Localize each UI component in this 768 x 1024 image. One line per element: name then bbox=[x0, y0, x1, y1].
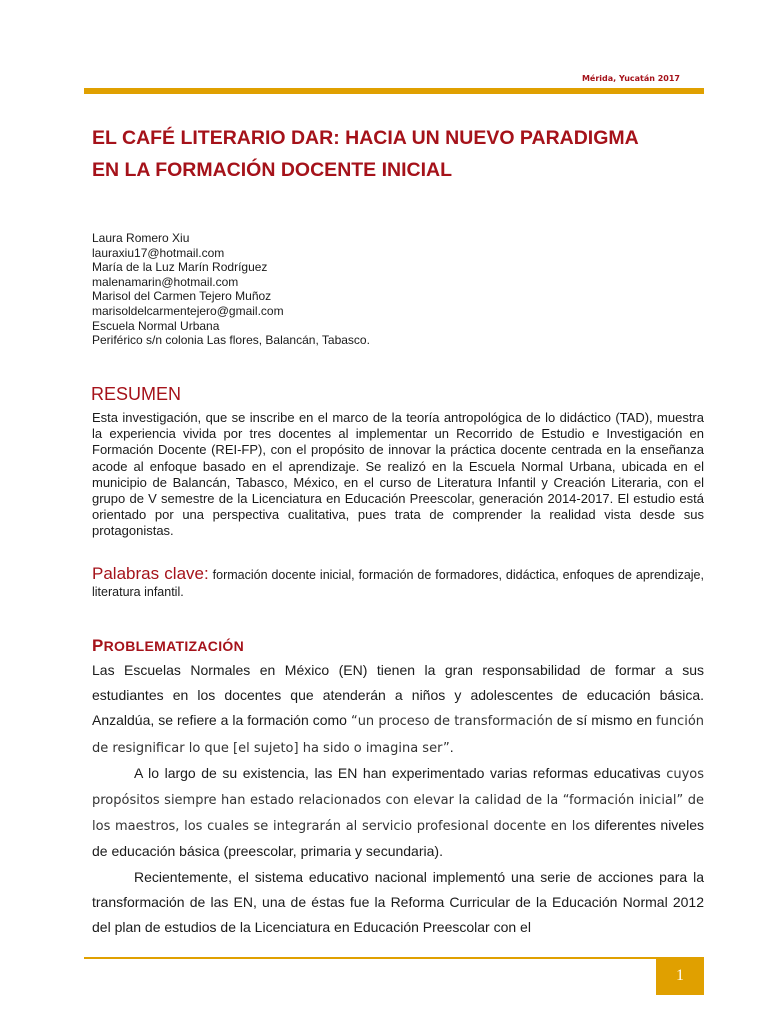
body-text bbox=[92, 658, 704, 940]
paragraph-3: Recientemente, el sistema educativo nacional implementó una serie de acciones para la transformación de las EN, una de éstas fue la Reforma Curricular de la Educación Normal 2012 del plan de estudios de la Licenciatura en Educación Preescolar con el bbox=[92, 868, 704, 936]
author-line: Laura Romero Xiu bbox=[92, 231, 190, 245]
section-heading-initial: P bbox=[92, 636, 104, 655]
author-line: Marisol del Carmen Tejero Muñoz bbox=[92, 289, 272, 304]
quoted-text: “un proceso de transformación bbox=[350, 714, 553, 730]
header-place-date: Mérida, Yucatán 2017 bbox=[581, 74, 680, 83]
abstract-text: Esta investigación, que se inscribe en el marco de la teoría antropológica de lo didáctico (TAD), muestra la experiencia vivida por tres docentes al implementar un Recorrido de Estudio e Investigación en Formación Docente (REI-FP), con el propósito de innovar la práctica docente centrada en la enseñanza acode al enfoque basado en el aprendizaje. Se realizó en la Escuela Normal Urbana, ubicada en el municipio de Balancán, Tabasco, México, en el curso de Literatura Infantil y Creación Literaria, con el grupo de V semestre de la Licenciatura en Educación Preescolar, generación 2014-2017. El estudio está orientado por una perspectiva cualitativa, pues trata de comprender la realidad vista desde sus protagonistas. bbox=[92, 410, 704, 539]
footer-rule bbox=[84, 957, 656, 959]
author-line: lauraxiu17@hotmail.com bbox=[92, 245, 225, 260]
paragraph-text: A lo largo de su existencia, las EN han experimentado varias reformas educativas bbox=[134, 764, 667, 781]
quoted-text: cuyos propósitos siempre han estado relacionados con elevar la calidad de la “formación inicial” de los maestros, los cuales se integrarán al servicio profesional docente en los bbox=[92, 766, 704, 835]
abstract-heading: RESUMEN bbox=[91, 384, 182, 404]
header-rule bbox=[84, 88, 704, 94]
paragraph-2 bbox=[92, 761, 704, 865]
author-line: malenamarin@hotmail.com bbox=[92, 274, 239, 289]
keywords-label: Palabras clave: bbox=[92, 564, 209, 583]
paragraph-text: . bbox=[449, 738, 454, 755]
paragraph-text: diferentes niveles de educación básica (preescolar, primaria y secundaria). bbox=[92, 817, 704, 860]
author-line: Periférico s/n colonia Las flores, Balancán, Tabasco. bbox=[92, 333, 370, 348]
section-heading bbox=[92, 636, 244, 656]
quoted-text: función de resignificar lo que [el sujeto] ha sido o imagina ser” bbox=[92, 714, 705, 756]
author-line: Escuela Normal Urbana bbox=[92, 318, 220, 333]
paragraph-1 bbox=[92, 658, 704, 761]
author-line: María de la Luz Marín Rodríguez bbox=[92, 260, 268, 275]
paragraph-text: de sí mismo en bbox=[552, 712, 656, 729]
paper-title bbox=[92, 122, 712, 186]
section-heading-rest: ROBLEMATIZACIÓN bbox=[103, 638, 244, 654]
keywords-text: formación docente inicial, formación de formadores, didáctica, enfoques de aprendizaje, literatura infantil. bbox=[92, 568, 704, 599]
title-line-1: EL CAFÉ LITERARIO DAR: HACIA UN NUEVO PARADIGMA bbox=[92, 127, 639, 149]
author-block bbox=[92, 231, 612, 348]
keywords-block bbox=[92, 565, 704, 601]
paragraph-text: Las Escuelas Normales en México (EN) tienen la gran responsabilidad de formar a sus estudiantes en los docentes que atenderán a niños y adolescentes de educación básica. Anzaldúa, se refiere a la formación como bbox=[92, 662, 704, 729]
title-line-2: EN LA FORMACIÓN DOCENTE INICIAL bbox=[92, 159, 453, 181]
page-number: 1 bbox=[656, 957, 704, 995]
author-line: marisoldelcarmentejero@gmail.com bbox=[92, 303, 284, 318]
